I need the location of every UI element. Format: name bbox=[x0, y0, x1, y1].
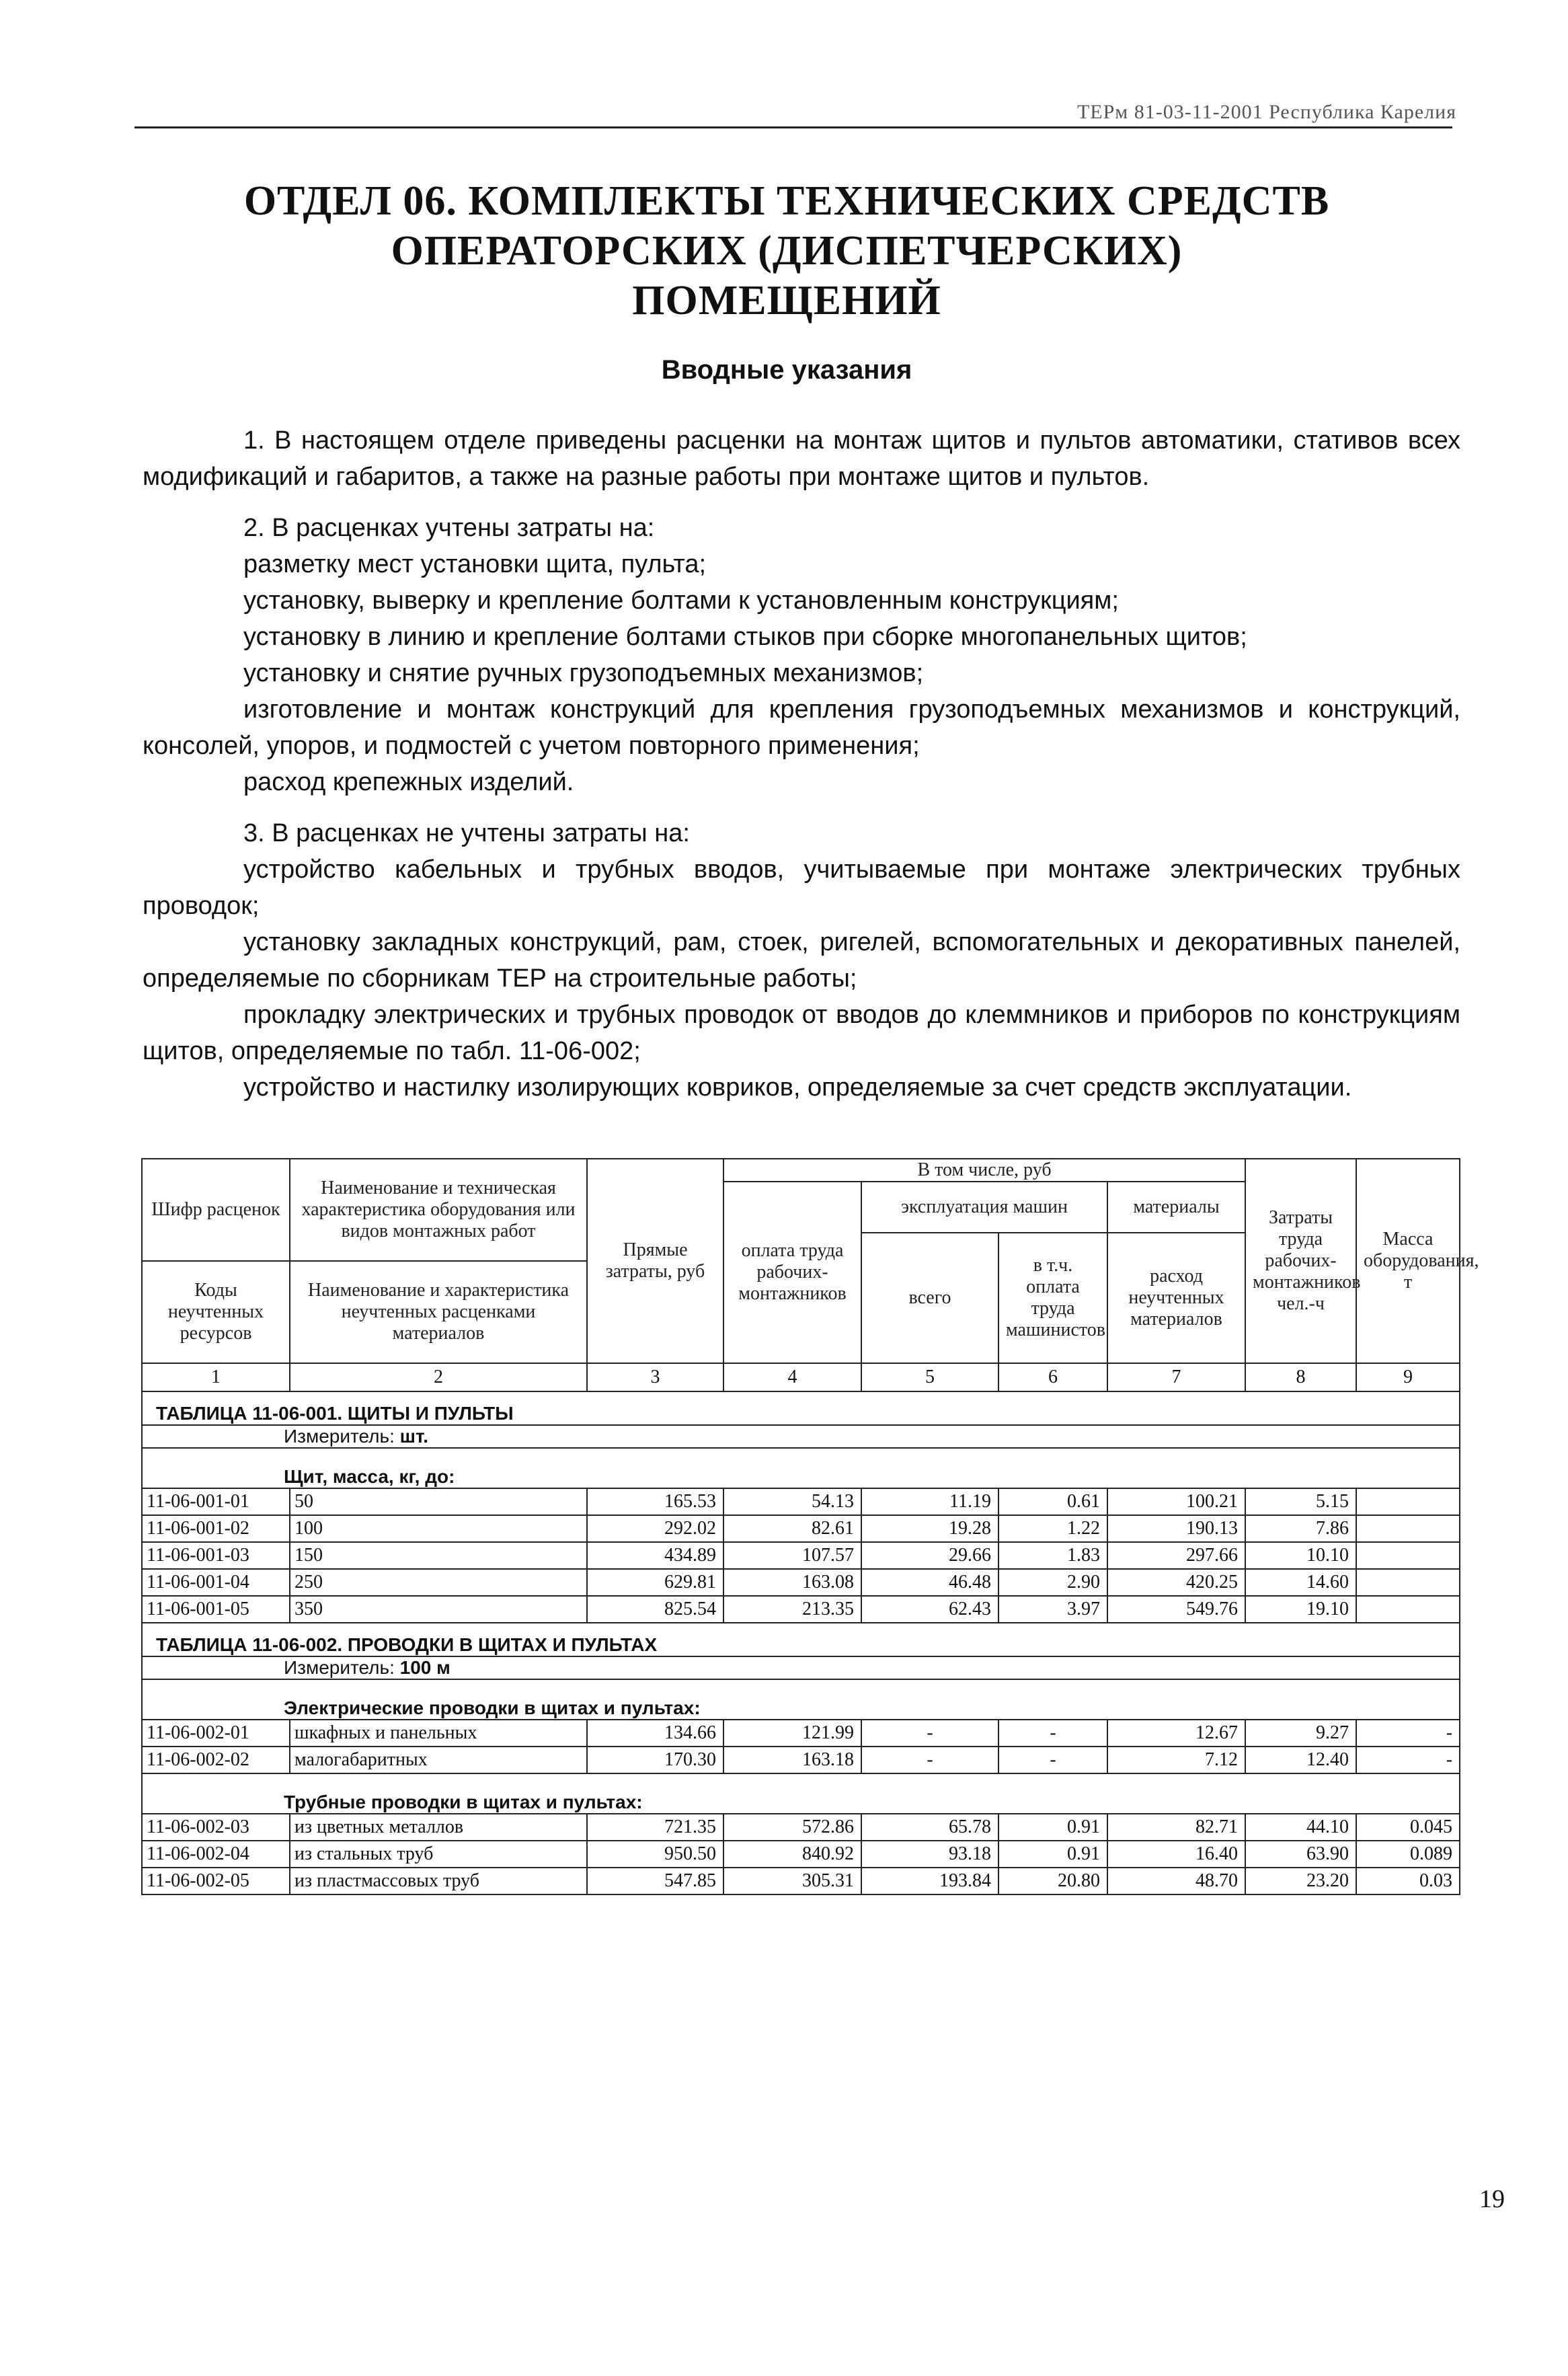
labor-hours: 14.60 bbox=[1245, 1569, 1356, 1596]
materials: 7.12 bbox=[1107, 1747, 1245, 1773]
direct-costs: 825.54 bbox=[587, 1596, 723, 1623]
labor-hours: 23.20 bbox=[1245, 1868, 1356, 1894]
meter-value: 100 м bbox=[399, 1657, 450, 1678]
meter-row bbox=[142, 1656, 1460, 1679]
labor-hours: 7.86 bbox=[1245, 1515, 1356, 1542]
intro-paragraph-2: 2. В расценках учтены затраты на: bbox=[243, 514, 655, 542]
table-row bbox=[142, 1720, 1460, 1747]
item-name: 100 bbox=[290, 1515, 587, 1542]
machine-driver-pay: 0.91 bbox=[998, 1814, 1107, 1841]
machine-total: 93.18 bbox=[861, 1841, 998, 1868]
machine-total: 19.28 bbox=[861, 1515, 998, 1542]
item-name: 250 bbox=[290, 1569, 587, 1596]
labor-pay: 163.08 bbox=[723, 1569, 861, 1596]
intro-item: установку закладных конструкций, рам, стоек, ригелей, вспомогательных и декоративных панелей, определяемые по сборникам ТЕР на строительные работы; bbox=[143, 928, 1460, 993]
meter-line bbox=[142, 1425, 1460, 1448]
table-row bbox=[142, 1515, 1460, 1542]
materials: 100.21 bbox=[1107, 1488, 1245, 1515]
table-title-row bbox=[142, 1623, 1460, 1656]
materials: 190.13 bbox=[1107, 1515, 1245, 1542]
direct-costs: 950.50 bbox=[587, 1841, 723, 1868]
equipment-mass bbox=[1356, 1515, 1460, 1542]
column-number: 9 bbox=[1356, 1363, 1460, 1391]
equipment-mass bbox=[1356, 1488, 1460, 1515]
rate-code: 11-06-002-05 bbox=[142, 1868, 290, 1894]
rate-code: 11-06-002-03 bbox=[142, 1814, 290, 1841]
column-number: 8 bbox=[1245, 1363, 1356, 1391]
group-row bbox=[142, 1448, 1460, 1488]
equipment-mass bbox=[1356, 1569, 1460, 1596]
table-title: ТАБЛИЦА 11-06-002. ПРОВОДКИ В ЩИТАХ И ПУЛЬТАХ bbox=[142, 1623, 1460, 1656]
labor-pay: 163.18 bbox=[723, 1747, 861, 1773]
intro-paragraph-3: 3. В расценках не учтены затраты на: bbox=[243, 819, 690, 847]
header-machine: эксплуатация машин bbox=[861, 1182, 1107, 1233]
labor-pay: 572.86 bbox=[723, 1814, 861, 1841]
table-row bbox=[142, 1488, 1460, 1515]
equipment-mass: - bbox=[1356, 1747, 1460, 1773]
table-row bbox=[142, 1814, 1460, 1841]
materials: 12.67 bbox=[1107, 1720, 1245, 1747]
column-number: 4 bbox=[723, 1363, 861, 1391]
header-rule bbox=[134, 126, 1452, 128]
header-labor: Затраты труда рабочих-монтажников чел.-ч bbox=[1245, 1159, 1356, 1363]
equipment-mass bbox=[1356, 1542, 1460, 1569]
labor-hours: 9.27 bbox=[1245, 1720, 1356, 1747]
direct-costs: 721.35 bbox=[587, 1814, 723, 1841]
intro-paragraph-1: 1. В настоящем отделе приведены расценки на монтаж щитов и пультов автоматики, стативов всех модификаций и габаритов, а также на разные работы при монтаже щитов и пультов. bbox=[143, 426, 1460, 491]
section-title bbox=[168, 176, 1405, 325]
labor-pay: 305.31 bbox=[723, 1868, 861, 1894]
header-code: Шифр расценок bbox=[142, 1159, 290, 1261]
rate-code: 11-06-002-04 bbox=[142, 1841, 290, 1868]
meter-row bbox=[142, 1425, 1460, 1448]
labor-hours: 44.10 bbox=[1245, 1814, 1356, 1841]
machine-total: 46.48 bbox=[861, 1569, 998, 1596]
materials: 549.76 bbox=[1107, 1596, 1245, 1623]
header-total: всего bbox=[861, 1233, 998, 1363]
equipment-mass bbox=[1356, 1596, 1460, 1623]
rates-table bbox=[141, 1158, 1479, 1895]
machine-driver-pay: 0.61 bbox=[998, 1488, 1107, 1515]
section-subtitle: Вводные указания bbox=[661, 355, 912, 385]
header-including: В том числе, руб bbox=[723, 1159, 1245, 1182]
column-number: 6 bbox=[998, 1363, 1107, 1391]
item-name: 150 bbox=[290, 1542, 587, 1569]
header-materials: материалы bbox=[1107, 1182, 1245, 1233]
labor-hours: 5.15 bbox=[1245, 1488, 1356, 1515]
rate-code: 11-06-001-02 bbox=[142, 1515, 290, 1542]
equipment-mass: - bbox=[1356, 1720, 1460, 1747]
machine-total: 11.19 bbox=[861, 1488, 998, 1515]
group-heading: Электрические проводки в щитах и пультах: bbox=[142, 1679, 1460, 1720]
direct-costs: 547.85 bbox=[587, 1868, 723, 1894]
header-labor-pay: оплата труда рабочих-монтажников bbox=[723, 1182, 861, 1363]
machine-driver-pay: - bbox=[998, 1747, 1107, 1773]
direct-costs: 134.66 bbox=[587, 1720, 723, 1747]
header-unaccounted-materials: расход неучтенных материалов bbox=[1107, 1233, 1245, 1363]
materials: 420.25 bbox=[1107, 1569, 1245, 1596]
machine-total: 65.78 bbox=[861, 1814, 998, 1841]
header-mass: Масса оборудования, т bbox=[1356, 1159, 1460, 1363]
direct-costs: 170.30 bbox=[587, 1747, 723, 1773]
table-row bbox=[142, 1569, 1460, 1596]
labor-pay: 213.35 bbox=[723, 1596, 861, 1623]
item-name: из цветных металлов bbox=[290, 1814, 587, 1841]
labor-pay: 121.99 bbox=[723, 1720, 861, 1747]
header-incl-driver: в т.ч. оплата труда машинистов bbox=[998, 1233, 1107, 1363]
labor-pay: 54.13 bbox=[723, 1488, 861, 1515]
labor-hours: 10.10 bbox=[1245, 1542, 1356, 1569]
direct-costs: 165.53 bbox=[587, 1488, 723, 1515]
labor-pay: 82.61 bbox=[723, 1515, 861, 1542]
table-row bbox=[142, 1747, 1460, 1773]
direct-costs: 629.81 bbox=[587, 1569, 723, 1596]
intro-item: установку и снятие ручных грузоподъемных механизмов; bbox=[243, 659, 924, 687]
document-reference: ТЕРм 81-03-11-2001 Республика Карелия bbox=[1076, 101, 1456, 123]
labor-pay: 107.57 bbox=[723, 1542, 861, 1569]
intro-item: разметку мест установки щита, пульта; bbox=[243, 550, 707, 578]
equipment-mass: 0.03 bbox=[1356, 1868, 1460, 1894]
column-number: 7 bbox=[1107, 1363, 1245, 1391]
intro-item: установку в линию и крепление болтами стыков при сборке многопанельных щитов; bbox=[243, 623, 1247, 651]
section-title-line-1: ОТДЕЛ 06. КОМПЛЕКТЫ ТЕХНИЧЕСКИХ СРЕДСТВ bbox=[243, 178, 1330, 224]
labor-hours: 12.40 bbox=[1245, 1747, 1356, 1773]
rate-code: 11-06-001-03 bbox=[142, 1542, 290, 1569]
item-name: 50 bbox=[290, 1488, 587, 1515]
intro-item: устройство и настилку изолирующих ковриков, определяемые за счет средств эксплуатации. bbox=[243, 1073, 1352, 1102]
column-number: 3 bbox=[587, 1363, 723, 1391]
table-row bbox=[142, 1542, 1460, 1569]
machine-total: 62.43 bbox=[861, 1596, 998, 1623]
item-name: из стальных труб bbox=[290, 1841, 587, 1868]
intro-item: расход крепежных изделий. bbox=[243, 768, 574, 796]
table-title-row bbox=[142, 1391, 1460, 1425]
header-name: Наименование и техническая характеристика оборудования или видов монтажных работ bbox=[290, 1159, 587, 1261]
machine-total: 193.84 bbox=[861, 1868, 998, 1894]
machine-driver-pay: 1.22 bbox=[998, 1515, 1107, 1542]
intro-item: установку, выверку и крепление болтами к установленным конструкциям; bbox=[243, 586, 1119, 615]
machine-driver-pay: 2.90 bbox=[998, 1569, 1107, 1596]
machine-driver-pay: - bbox=[998, 1720, 1107, 1747]
rate-code: 11-06-001-05 bbox=[142, 1596, 290, 1623]
group-heading: Трубные проводки в щитах и пультах: bbox=[142, 1773, 1460, 1814]
materials: 297.66 bbox=[1107, 1542, 1245, 1569]
machine-driver-pay: 0.91 bbox=[998, 1841, 1107, 1868]
machine-total: - bbox=[861, 1747, 998, 1773]
meter-line bbox=[142, 1656, 1460, 1679]
header-codes-unaccounted: Коды неучтенных ресурсов bbox=[142, 1261, 290, 1363]
direct-costs: 434.89 bbox=[587, 1542, 723, 1569]
header-direct-costs: Прямые затраты, руб bbox=[587, 1159, 723, 1363]
table-row bbox=[142, 1596, 1460, 1623]
rate-code: 11-06-001-04 bbox=[142, 1569, 290, 1596]
equipment-mass: 0.045 bbox=[1356, 1814, 1460, 1841]
meter-label: Измеритель: bbox=[284, 1657, 395, 1678]
direct-costs: 292.02 bbox=[587, 1515, 723, 1542]
table-row bbox=[142, 1841, 1460, 1868]
table-title: ТАБЛИЦА 11-06-001. ЩИТЫ И ПУЛЬТЫ bbox=[142, 1391, 1460, 1425]
column-number: 1 bbox=[142, 1363, 290, 1391]
meter-value: шт. bbox=[399, 1426, 429, 1447]
machine-total: 29.66 bbox=[861, 1542, 998, 1569]
page-number: 19 bbox=[1479, 2185, 1505, 2213]
group-row bbox=[142, 1773, 1460, 1814]
item-name: 350 bbox=[290, 1596, 587, 1623]
item-name: из пластмассовых труб bbox=[290, 1868, 587, 1894]
column-number: 2 bbox=[290, 1363, 587, 1391]
group-row bbox=[142, 1679, 1460, 1720]
meter-label: Измеритель: bbox=[284, 1426, 395, 1447]
labor-hours: 19.10 bbox=[1245, 1596, 1356, 1623]
equipment-mass: 0.089 bbox=[1356, 1841, 1460, 1868]
labor-pay: 840.92 bbox=[723, 1841, 861, 1868]
intro-item: изготовление и монтаж конструкций для крепления грузоподъемных механизмов и конструкций, консолей, упоров, и подмостей с учетом повторного применения; bbox=[143, 695, 1460, 760]
machine-driver-pay: 3.97 bbox=[998, 1596, 1107, 1623]
header-name-unaccounted: Наименование и характеристика неучтенных расценками материалов bbox=[290, 1261, 587, 1363]
intro-item: прокладку электрических и трубных проводок от вводов до клеммников и приборов по конструкциям щитов, определяемые по табл. 11-06-002; bbox=[143, 1001, 1460, 1065]
section-title-line-3: ПОМЕЩЕНИЙ bbox=[632, 278, 941, 323]
materials: 82.71 bbox=[1107, 1814, 1245, 1841]
section-title-line-2: ОПЕРАТОРСКИХ (ДИСПЕТЧЕРСКИХ) bbox=[391, 228, 1183, 274]
rate-code: 11-06-001-01 bbox=[142, 1488, 290, 1515]
rate-code: 11-06-002-01 bbox=[142, 1720, 290, 1747]
materials: 16.40 bbox=[1107, 1841, 1245, 1868]
column-number: 5 bbox=[861, 1363, 998, 1391]
item-name: малогабаритных bbox=[290, 1747, 587, 1773]
machine-driver-pay: 1.83 bbox=[998, 1542, 1107, 1569]
table-row bbox=[142, 1868, 1460, 1894]
item-name: шкафных и панельных bbox=[290, 1720, 587, 1747]
machine-driver-pay: 20.80 bbox=[998, 1868, 1107, 1894]
rate-code: 11-06-002-02 bbox=[142, 1747, 290, 1773]
group-heading: Щит, масса, кг, до: bbox=[142, 1448, 1460, 1488]
intro-item: устройство кабельных и трубных вводов, учитываемые при монтаже электрических трубных проводок; bbox=[143, 855, 1460, 920]
machine-total: - bbox=[861, 1720, 998, 1747]
materials: 48.70 bbox=[1107, 1868, 1245, 1894]
intro-text bbox=[143, 422, 1460, 1106]
labor-hours: 63.90 bbox=[1245, 1841, 1356, 1868]
